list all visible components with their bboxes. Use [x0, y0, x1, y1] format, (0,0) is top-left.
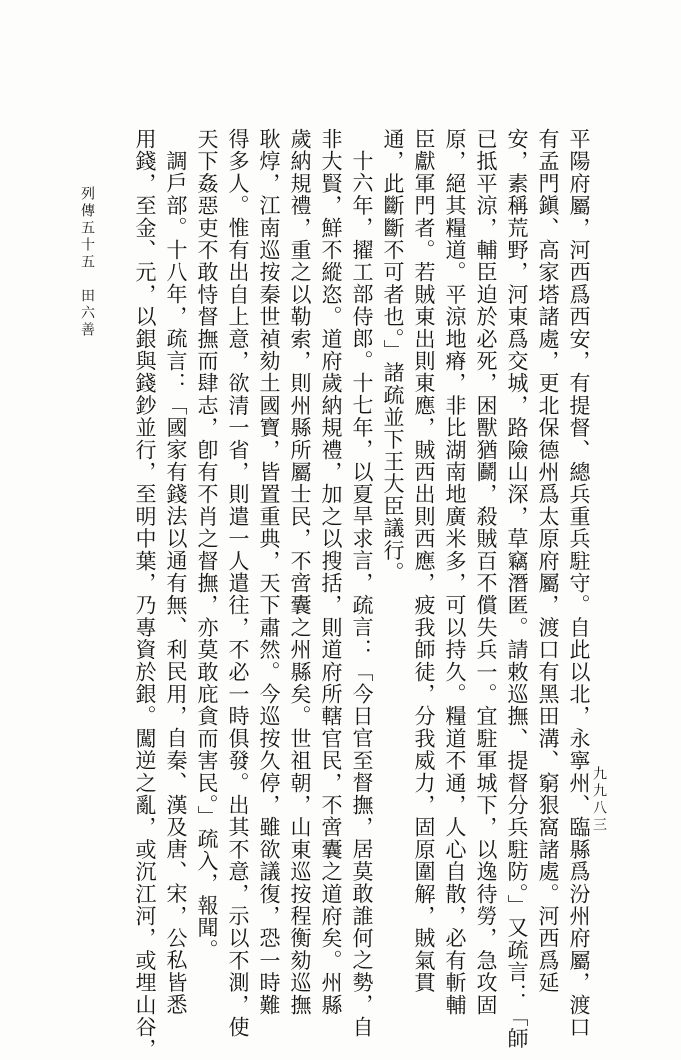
page-number: 九九八三 — [591, 766, 607, 834]
text-column-2: 有孟門鎭、高家塔諸處，更北保德州爲太原府屬，渡口有黑田溝、窮狠窩諸處。河西爲延 — [536, 128, 560, 994]
text-column-12: 得多人。惟有出自上意，欲清一省，則遣一人遣往，不必一時俱發。出其不意，示以不測，使 — [226, 128, 250, 1039]
text-column-4: 已抵平涼，輔臣迫於必死，困獸猶鬬，殺賊百不償失兵一。宜駐軍城下，以逸待勞，急攻固 — [474, 128, 498, 1016]
text-column-11: 耿焞，江南巡按秦世禎劾土國寶，皆置重典，天下肅然。今巡按久停，雖欲議復，恐一時難 — [257, 128, 281, 1016]
text-column-15: 用錢，至金、元，以銀與錢鈔並行，至明中葉，乃專資於銀。闖逆之亂，或沉江河，或埋山谷， — [133, 128, 157, 1060]
text-column-13: 天下姦惡吏不敢恃督撫而肆志，卽有不肖之督撫，亦莫敢庇貪而害民。」疏入，報聞。 — [195, 128, 219, 962]
text-column-6: 臣獻軍門者。若賊東出則東應，賊西出則西應，疲我師徒，分我威力，固原圍解，賊氣貫 — [412, 128, 436, 994]
text-column-1: 平陽府屬，河西爲西安，有提督、總兵重兵駐守。自此以北，永寧州、臨縣爲汾州府屬，渡口 — [567, 128, 591, 1039]
text-column-9: 非大賢，鮮不縱恣。道府歲納規禮，加之以搜括，則道府所轄官民，不啻囊之道府矣。州縣 — [319, 128, 343, 1016]
text-column-5: 原，絕其糧道。平涼地瘠，非比湖南地廣米多，可以持久。糧道不通，人心自散，必有斬輔 — [443, 128, 467, 1016]
text-column-3: 安，素稱荒野，河東爲交城，路險山深，草竊潛匿。請敕巡撫、提督分兵駐防。」又疏言：「師 — [505, 128, 529, 1050]
text-column-10: 歲納規禮，重之以勒索，則州縣所屬士民，不啻囊之州縣矣。世祖朝，山東巡按程衡劾巡撫 — [288, 128, 312, 1016]
text-column-14: 調戶部。十八年，疏言：「國家有錢法以通有無、利民用，自秦、漢及唐、宋，公私皆悉 — [164, 150, 188, 1016]
text-column-7: 通，此斷斷不可者也。」諸疏並下王大臣議行。 — [381, 128, 405, 584]
text-column-8: 十六年，擢工部侍郎。十七年，以夏旱求言，疏言：「今日官至督撫，居莫敢誰何之勢，自 — [350, 150, 374, 1038]
running-head: 列傳五十五 田六善 — [79, 186, 95, 339]
